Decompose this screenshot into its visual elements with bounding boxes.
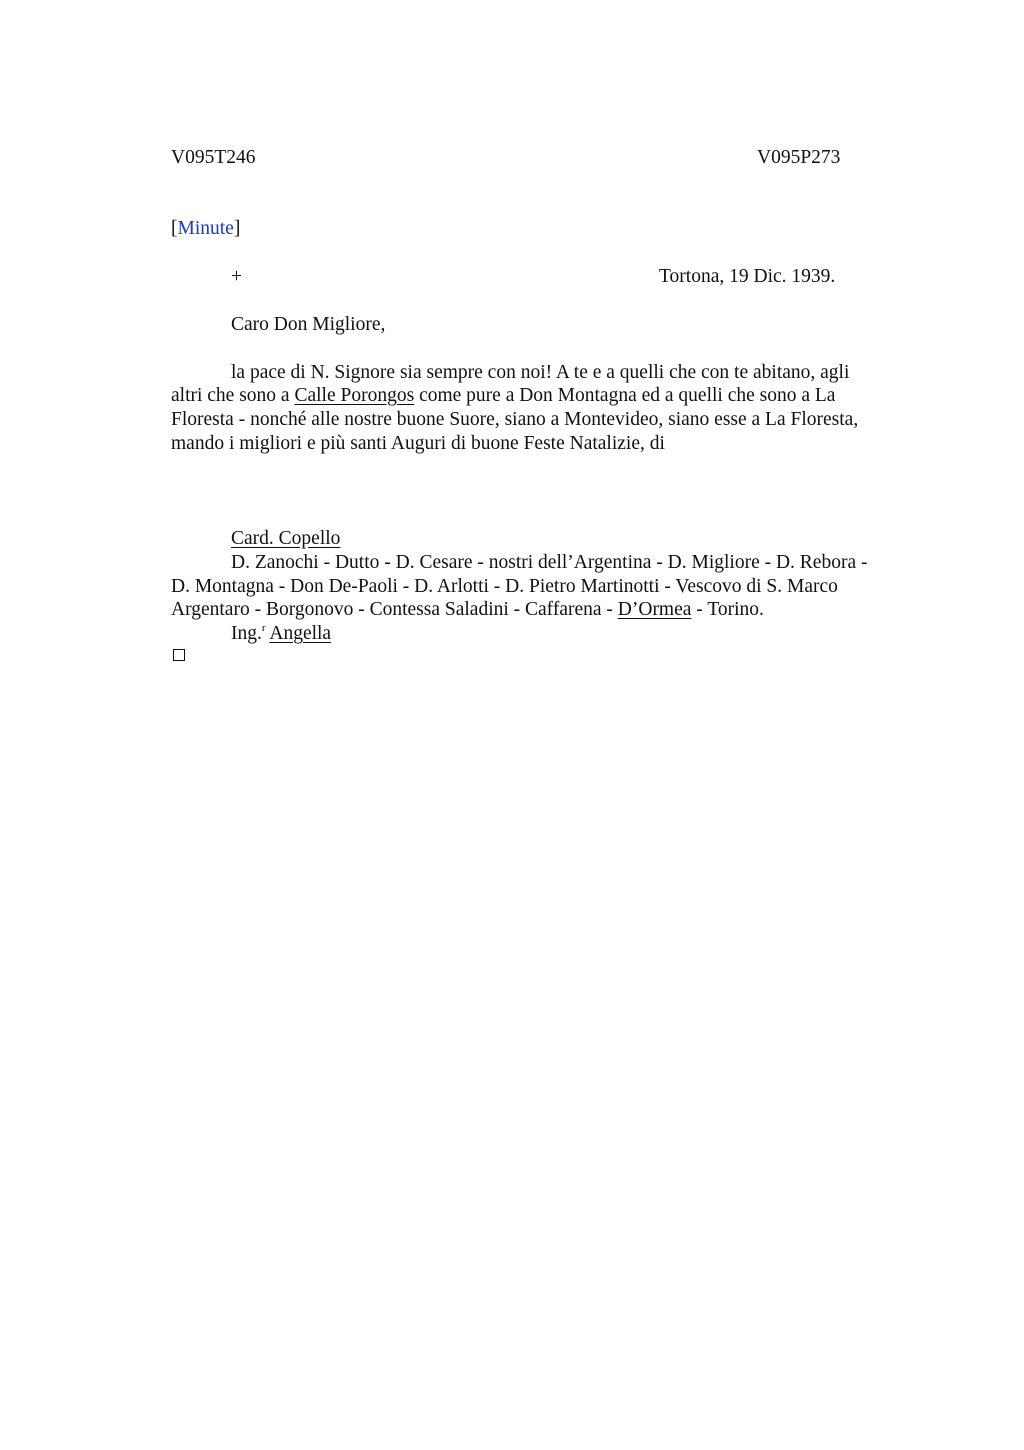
recipients-line-1: D. Zanochi - Dutto - D. Cesare - nostri dell’Argentina - D. Migliore - D. Rebora - <box>231 552 868 573</box>
document-code-left: V095T246 <box>171 147 256 168</box>
body-text: altri che sono a <box>171 385 295 406</box>
underlined-place-calle-porongos: Calle Porongos <box>294 385 415 406</box>
minute-bracket-open: [ <box>171 218 178 239</box>
recipients-line-2: D. Montagna - Don De-Paoli - D. Arlotti - D. Pietro Martinotti - Vescovo di S. Marco <box>171 576 838 597</box>
cross-mark: + <box>231 266 242 287</box>
recipient-ing-angella <box>231 622 331 648</box>
recipients-line-3 <box>171 598 764 622</box>
recipients-text: Argentaro - Borgonovo - Contessa Saladini - Caffarena - <box>171 599 618 620</box>
recipients-text: - Torino. <box>691 599 764 620</box>
end-box-icon <box>173 649 185 661</box>
document-code-right: V095P273 <box>757 147 841 168</box>
minute-label <box>171 217 240 241</box>
underlined-name-dormea: D’Ormea <box>617 599 692 620</box>
body-line-3: Floresta - nonché alle nostre buone Suore, siano a Montevideo, siano esse a La Floresta, <box>171 409 859 430</box>
salutation: Caro Don Migliore, <box>231 314 386 335</box>
ing-title: Ing. <box>231 623 262 644</box>
ing-superscript: r <box>261 622 266 634</box>
body-text: come pure a Don Montagna ed a quelli che sono a La <box>414 385 836 406</box>
body-line-2 <box>171 384 835 408</box>
minute-bracket-close: ] <box>233 218 241 239</box>
minute-link[interactable]: Minute <box>177 218 234 239</box>
underlined-name-angella: Angella <box>269 623 332 644</box>
body-line-1: la pace di N. Signore sia sempre con noi! A te e a quelli che con te abitano, agli <box>231 362 850 383</box>
place-date: Tortona, 19 Dic. 1939. <box>659 266 836 287</box>
recipient-card-copello: Card. Copello <box>231 528 341 549</box>
body-line-4: mando i migliori e più santi Auguri di buone Feste Natalizie, di <box>171 433 665 454</box>
